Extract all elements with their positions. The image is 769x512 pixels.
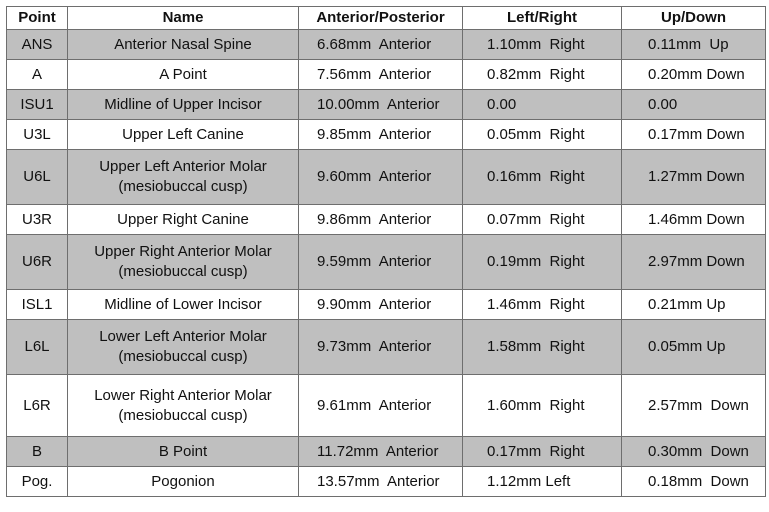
table-row xyxy=(7,437,766,467)
cell-name: Midline of Upper Incisor xyxy=(68,90,299,120)
cell-left-right: 0.05mm Right xyxy=(463,120,622,150)
cell-point: Pog. xyxy=(7,467,68,497)
cell-point: ANS xyxy=(7,30,68,60)
cell-name: Upper Left Canine xyxy=(68,120,299,150)
cell-anterior-posterior: 9.85mm Anterior xyxy=(299,120,463,150)
table-row xyxy=(7,90,766,120)
cell-anterior-posterior: 9.59mm Anterior xyxy=(299,235,463,290)
cell-left-right: 1.10mm Right xyxy=(463,30,622,60)
cell-name: A Point xyxy=(68,60,299,90)
table-row xyxy=(7,205,766,235)
table-header-row xyxy=(7,7,766,30)
cell-anterior-posterior: 9.86mm Anterior xyxy=(299,205,463,235)
header-left-right: Left/Right xyxy=(463,7,622,30)
table-row xyxy=(7,290,766,320)
cell-up-down: 1.46mm Down xyxy=(622,205,766,235)
cell-left-right: 0.00 xyxy=(463,90,622,120)
cell-left-right: 0.17mm Right xyxy=(463,437,622,467)
cell-up-down: 0.00 xyxy=(622,90,766,120)
cell-name: Anterior Nasal Spine xyxy=(68,30,299,60)
cell-up-down: 2.57mm Down xyxy=(622,375,766,437)
cell-up-down: 0.18mm Down xyxy=(622,467,766,497)
cell-point: U3R xyxy=(7,205,68,235)
cell-point: A xyxy=(7,60,68,90)
cell-anterior-posterior: 7.56mm Anterior xyxy=(299,60,463,90)
cell-anterior-posterior: 9.73mm Anterior xyxy=(299,320,463,375)
cell-name: Upper Right Canine xyxy=(68,205,299,235)
cell-left-right: 0.16mm Right xyxy=(463,150,622,205)
table-row xyxy=(7,30,766,60)
cell-point: U6R xyxy=(7,235,68,290)
cell-anterior-posterior: 6.68mm Anterior xyxy=(299,30,463,60)
cell-left-right: 1.60mm Right xyxy=(463,375,622,437)
table-row xyxy=(7,60,766,90)
cell-anterior-posterior: 9.60mm Anterior xyxy=(299,150,463,205)
table-row xyxy=(7,467,766,497)
measurement-table-container xyxy=(6,6,766,497)
cell-point: L6L xyxy=(7,320,68,375)
cell-up-down: 0.05mm Up xyxy=(622,320,766,375)
cell-name: Midline of Lower Incisor xyxy=(68,290,299,320)
cell-anterior-posterior: 11.72mm Anterior xyxy=(299,437,463,467)
header-point: Point xyxy=(7,7,68,30)
cell-name: Upper Right Anterior Molar (mesiobuccal cusp) xyxy=(68,235,299,290)
cell-left-right: 0.82mm Right xyxy=(463,60,622,90)
cell-point: ISL1 xyxy=(7,290,68,320)
cell-point: ISU1 xyxy=(7,90,68,120)
cell-left-right: 1.12mm Left xyxy=(463,467,622,497)
cell-anterior-posterior: 10.00mm Anterior xyxy=(299,90,463,120)
cell-name: B Point xyxy=(68,437,299,467)
landmark-displacement-table xyxy=(6,6,766,497)
cell-anterior-posterior: 9.90mm Anterior xyxy=(299,290,463,320)
cell-anterior-posterior: 13.57mm Anterior xyxy=(299,467,463,497)
cell-name: Lower Left Anterior Molar (mesiobuccal cusp) xyxy=(68,320,299,375)
cell-point: U3L xyxy=(7,120,68,150)
cell-anterior-posterior: 9.61mm Anterior xyxy=(299,375,463,437)
table-row xyxy=(7,320,766,375)
table-row xyxy=(7,120,766,150)
header-up-down: Up/Down xyxy=(622,7,766,30)
cell-up-down: 0.20mm Down xyxy=(622,60,766,90)
cell-left-right: 1.58mm Right xyxy=(463,320,622,375)
cell-left-right: 0.19mm Right xyxy=(463,235,622,290)
cell-name: Pogonion xyxy=(68,467,299,497)
cell-point: L6R xyxy=(7,375,68,437)
cell-name: Upper Left Anterior Molar (mesiobuccal cusp) xyxy=(68,150,299,205)
cell-up-down: 0.11mm Up xyxy=(622,30,766,60)
cell-name: Lower Right Anterior Molar (mesiobuccal cusp) xyxy=(68,375,299,437)
cell-up-down: 2.97mm Down xyxy=(622,235,766,290)
cell-point: U6L xyxy=(7,150,68,205)
cell-left-right: 1.46mm Right xyxy=(463,290,622,320)
table-row xyxy=(7,235,766,290)
cell-up-down: 0.21mm Up xyxy=(622,290,766,320)
cell-up-down: 1.27mm Down xyxy=(622,150,766,205)
header-anterior-posterior: Anterior/Posterior xyxy=(299,7,463,30)
header-name: Name xyxy=(68,7,299,30)
cell-left-right: 0.07mm Right xyxy=(463,205,622,235)
table-row xyxy=(7,150,766,205)
cell-point: B xyxy=(7,437,68,467)
cell-up-down: 0.30mm Down xyxy=(622,437,766,467)
cell-up-down: 0.17mm Down xyxy=(622,120,766,150)
table-row xyxy=(7,375,766,437)
